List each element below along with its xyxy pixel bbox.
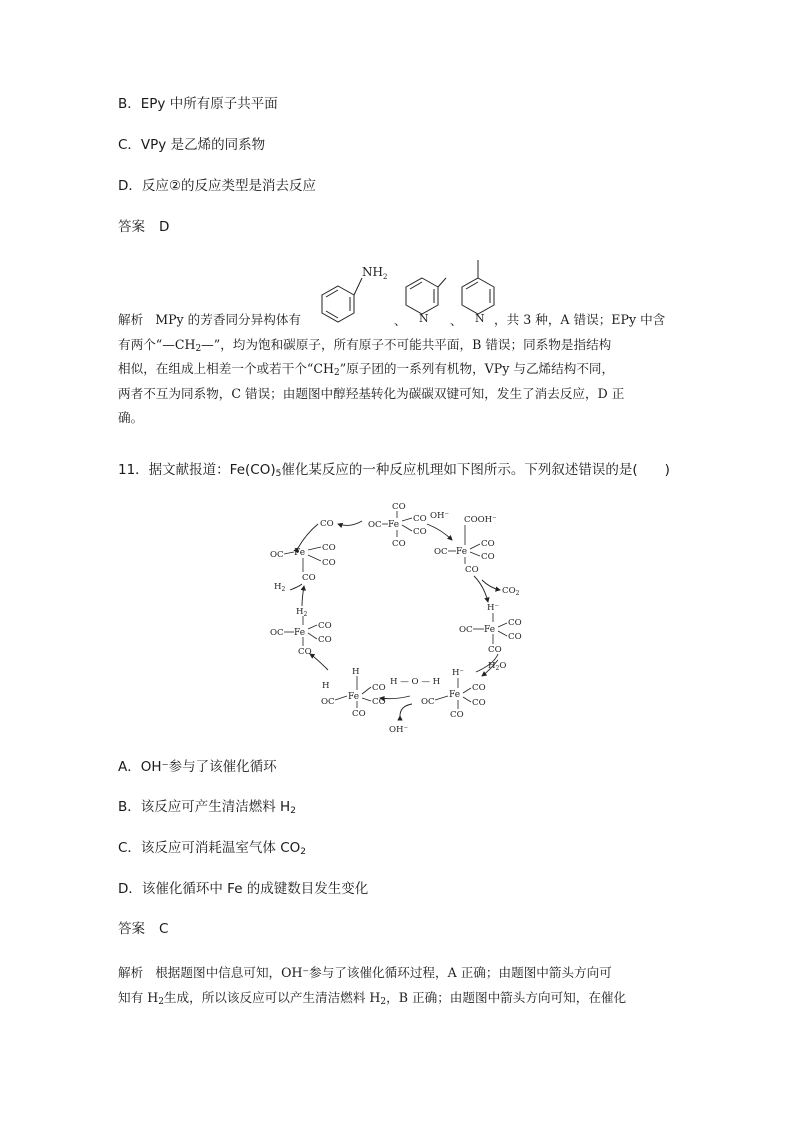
svg-text:OC: OC — [321, 697, 335, 707]
svg-text:CO: CO — [298, 647, 312, 657]
q11-option-d: D．该催化循环中 Fe 的成键数目发生变化 — [118, 881, 369, 897]
svg-text:CO: CO — [472, 683, 486, 693]
svg-text:CO2: $CO_2$ — [502, 586, 520, 597]
q11-option-b: B．该反应可产生清洁燃料 $H_2$ — [118, 799, 296, 816]
complex-cooh — [434, 515, 520, 597]
svg-text:CO: CO — [392, 502, 406, 512]
svg-text:H2: $H_2$ — [274, 582, 286, 593]
svg-text:CO: CO — [302, 573, 316, 583]
svg-text:H2: $H_2$ — [296, 607, 308, 618]
analysis-line-1: 解析 MPy 的芳香同分异构体有 ，共 3 种，A 错误；EPy 中含 — [118, 312, 666, 327]
analysis-label: 解析 — [118, 312, 144, 327]
svg-text:CO: CO — [465, 565, 479, 575]
complex-right-hydride — [459, 603, 522, 672]
svg-text:CO: CO — [488, 645, 502, 655]
svg-text:OC: OC — [459, 625, 473, 635]
svg-text:OC: OC — [434, 547, 448, 557]
svg-text:CO: CO — [322, 558, 336, 568]
analysis-line-1: 解析 根据题图中信息可知，OH⁻参与了该催化循环过程，A 正确；由题图中箭头方向可 — [118, 965, 612, 980]
q11-option-a: A．OH⁻参与了该催化循环 — [118, 759, 277, 775]
analysis-line-5: 确。 — [118, 410, 144, 425]
svg-text:Fe: Fe — [388, 520, 400, 530]
svg-text:H2O: $H_2O$ — [488, 661, 507, 672]
svg-text:CO: CO — [372, 683, 386, 693]
svg-text:CO: CO — [450, 710, 464, 720]
complex-bottom-right — [421, 668, 486, 720]
svg-text:CO: CO — [392, 539, 406, 549]
nh2-label: $NH_2$ — [362, 265, 388, 281]
svg-text:OC: OC — [270, 628, 284, 638]
svg-text:OC: OC — [270, 550, 284, 560]
svg-text:H⁻: H⁻ — [452, 668, 465, 678]
analysis-line-4: 两者不互为同系物，C 错误；由题图中醇羟基转化为碳碳双键可知，发生了消去反应，D 正 — [118, 385, 625, 401]
svg-text:CO: CO — [318, 635, 332, 645]
svg-text:CO: CO — [481, 552, 495, 562]
q11-option-c: C．该反应可消耗温室气体 $CO_2$ — [118, 840, 307, 857]
svg-text:H: H — [322, 681, 330, 691]
q10-option-c: C．VPy 是乙烯的同系物 — [118, 137, 266, 153]
svg-text:CO: CO — [481, 539, 495, 549]
answer-value: C — [159, 921, 169, 937]
separator-2: 、 — [450, 314, 463, 328]
svg-text:CO: CO — [352, 709, 366, 719]
q10-analysis — [118, 308, 676, 431]
answer-label: 答案 — [118, 219, 145, 235]
svg-text:Fe: Fe — [294, 628, 306, 638]
q11-analysis — [118, 961, 676, 1010]
svg-text:COOH⁻: COOH⁻ — [464, 515, 497, 525]
svg-text:Fe: Fe — [348, 692, 360, 702]
n-label-1: N — [419, 312, 429, 325]
svg-text:CO: CO — [413, 514, 427, 524]
answer-value: D — [159, 219, 170, 235]
svg-text:CO: CO — [508, 618, 522, 628]
svg-text:H⁻: H⁻ — [487, 603, 500, 613]
q10-option-b: B．EPy 中所有原子共平面 — [118, 96, 278, 112]
analysis-line-2: 知有 $H_2$生成，所以该反应可以产生清洁燃料 $H_2$，B 正确；由题图中箭头方向可知，在催化 — [118, 989, 627, 1007]
water-molecule: H — O — H — [390, 677, 441, 687]
svg-text:Fe: Fe — [449, 690, 461, 700]
q11-answer — [118, 919, 168, 939]
analysis-line-2: 有两个“$—CH_2—$”，均为饱和碳原子，所有原子不可能共平面，B 错误；同系物是指结构 — [118, 336, 612, 354]
svg-text:Fe: Fe — [484, 625, 496, 635]
analysis-line-3: 相似，在组成上相差一个或若干个“$CH_2$”原子团的一系列有机物，VPy 与乙烯结构不同， — [118, 361, 615, 378]
q11-stem: 11．据文献报道：$Fe(CO)_5$催化某反应的一种反应机理如下图所示。下列叙述错误的是( ) — [118, 462, 670, 479]
svg-text:OC: OC — [368, 520, 382, 530]
svg-text:CO: CO — [322, 543, 336, 553]
oh-minus-out: OH⁻ — [389, 725, 409, 735]
svg-text:H: H — [352, 667, 360, 677]
svg-text:Fe: Fe — [294, 548, 306, 558]
separator-1: 、 — [394, 314, 407, 328]
complex-left-h2 — [270, 607, 332, 657]
methylpyridine-4-structure — [462, 260, 494, 314]
q10-option-d: D．反应②的反应类型是消去反应 — [118, 178, 316, 194]
svg-text:Fe: Fe — [456, 547, 468, 557]
svg-text:CO: CO — [472, 698, 486, 708]
svg-text:CO: CO — [508, 632, 522, 642]
catalytic-cycle-diagram — [262, 494, 552, 742]
n-label-2: N — [475, 312, 485, 325]
svg-text:CO: CO — [320, 519, 334, 529]
svg-text:CO: CO — [372, 697, 386, 707]
svg-text:OH⁻: OH⁻ — [430, 511, 450, 521]
answer-label: 答案 — [118, 921, 145, 937]
svg-text:CO: CO — [413, 527, 427, 537]
svg-text:OC: OC — [421, 697, 435, 707]
q10-answer — [118, 217, 169, 237]
complex-bottom-left — [321, 667, 386, 719]
svg-text:CO: CO — [318, 621, 332, 631]
analysis-label: 解析 — [118, 965, 144, 980]
